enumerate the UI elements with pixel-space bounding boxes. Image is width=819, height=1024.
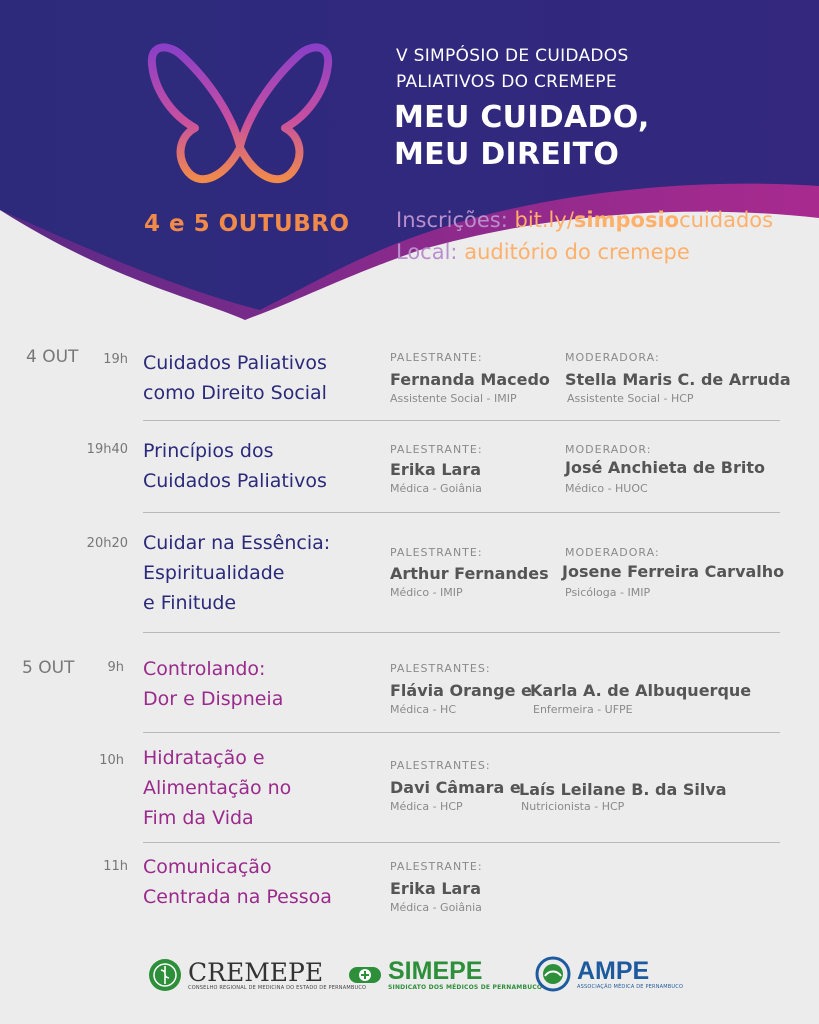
speaker-name: Erika Lara xyxy=(390,460,481,479)
speaker-2-affiliation: Enfermeira - UFPE xyxy=(533,703,633,716)
speaker-2-name: Laís Leilane B. da Silva xyxy=(519,780,727,799)
session-title: Hidratação e Alimentação no Fim da Vida xyxy=(143,747,292,829)
speaker-2-affiliation: Nutricionista - HCP xyxy=(521,800,625,813)
event-dates: 4 e 5 OUTUBRO xyxy=(144,211,350,237)
speaker-role: PALESTRANTE: xyxy=(390,443,483,456)
simepe-emblem-icon xyxy=(348,958,382,992)
cremepe-subtitle: CONSELHO REGIONAL DE MEDICINA DO ESTADO DE PERNAMBUCO xyxy=(188,984,367,991)
session-time: 9h xyxy=(107,660,124,675)
speaker-role: PALESTRANTES: xyxy=(390,662,491,675)
speaker-affiliation: Médica - Goiânia xyxy=(390,482,482,495)
speaker-affiliation: Médica - Goiânia xyxy=(390,901,482,914)
day-label-1: 4 OUT xyxy=(26,347,79,367)
speaker-role: PALESTRANTE: xyxy=(390,860,483,873)
speaker-affiliation: Médica - HCP xyxy=(390,800,463,813)
speaker-affiliation: Assistente Social - IMIP xyxy=(390,392,517,405)
session-title: Princípios dos Cuidados Paliativos xyxy=(143,440,327,492)
moderator-affiliation: Psicóloga - IMIP xyxy=(565,586,651,599)
location-info xyxy=(396,240,690,264)
speaker-name: Arthur Fernandes xyxy=(390,564,549,583)
speaker-role: PALESTRANTES: xyxy=(390,759,491,772)
speaker-role: PALESTRANTE: xyxy=(390,546,483,559)
cremepe-name: CREMEPE xyxy=(188,957,324,987)
ampe-emblem-icon xyxy=(535,956,571,992)
registration-label: Inscrições: xyxy=(396,208,508,232)
session-title: Cuidados Paliativos como Direito Social xyxy=(143,352,327,404)
moderator-role: MODERADOR: xyxy=(565,443,652,456)
ampe-logo xyxy=(535,956,683,992)
pre-title-line-2: PALIATIVOS DO CREMEPE xyxy=(396,72,617,92)
speaker-name: Flávia Orange e xyxy=(390,681,532,700)
ampe-name: AMPE xyxy=(577,956,650,985)
speaker-2-name: Karla A. de Albuquerque xyxy=(530,681,752,700)
divider xyxy=(143,732,780,733)
divider xyxy=(143,512,780,513)
speaker-name: Erika Lara xyxy=(390,879,481,898)
day-label-2: 5 OUT xyxy=(22,658,75,678)
divider xyxy=(143,632,780,633)
speaker-role: PALESTRANTE: xyxy=(390,351,483,364)
moderator-name: Stella Maris C. de Arruda xyxy=(565,370,791,389)
main-title-line-2: MEU DIREITO xyxy=(394,137,620,172)
session-title: Comunicação Centrada na Pessoa xyxy=(143,856,332,908)
ampe-subtitle: ASSOCIAÇÃO MÉDICA DE PERNAMBUCO xyxy=(577,983,684,990)
location-value: auditório do cremepe xyxy=(464,240,690,264)
session-time: 19h xyxy=(103,352,128,367)
session-title: Cuidar na Essência: Espiritualidade e Finitude xyxy=(143,532,331,614)
pre-title-line-1: V SIMPÓSIO DE CUIDADOS xyxy=(396,46,629,66)
cremepe-emblem-icon xyxy=(148,958,182,992)
cremepe-logo xyxy=(148,958,366,992)
session-time: 20h20 xyxy=(86,536,128,551)
main-title-line-1: MEU CUIDADO, xyxy=(394,100,650,135)
divider xyxy=(143,842,780,843)
registration-info xyxy=(396,208,773,232)
speaker-name: Davi Câmara e xyxy=(390,778,521,797)
simepe-subtitle: SINDICATO DOS MÉDICOS DE PERNAMBUCO xyxy=(388,983,543,991)
session-title: Controlando: Dor e Dispneia xyxy=(143,658,284,710)
divider xyxy=(143,420,780,421)
simepe-name: SIMEPE xyxy=(388,956,483,985)
session-time: 11h xyxy=(103,859,128,874)
moderator-affiliation: Assistente Social - HCP xyxy=(567,392,694,405)
moderator-role: MODERADORA: xyxy=(565,351,660,364)
moderator-name: Josene Ferreira Carvalho xyxy=(562,562,785,581)
butterfly-logo-icon xyxy=(140,36,340,186)
location-label: Local: xyxy=(396,240,458,264)
moderator-affiliation: Médico - HUOC xyxy=(565,482,648,495)
speaker-affiliation: Médico - IMIP xyxy=(390,586,463,599)
simepe-logo xyxy=(348,958,542,992)
session-time: 19h40 xyxy=(86,442,128,457)
speaker-name: Fernanda Macedo xyxy=(390,370,550,389)
moderator-name: José Anchieta de Brito xyxy=(565,458,765,477)
registration-link[interactable]: bit.ly/simposiocuidados xyxy=(514,208,774,232)
header-banner xyxy=(0,0,819,320)
speaker-affiliation: Médica - HC xyxy=(390,703,456,716)
session-time: 10h xyxy=(99,753,124,768)
moderator-role: MODERADORA: xyxy=(565,546,660,559)
